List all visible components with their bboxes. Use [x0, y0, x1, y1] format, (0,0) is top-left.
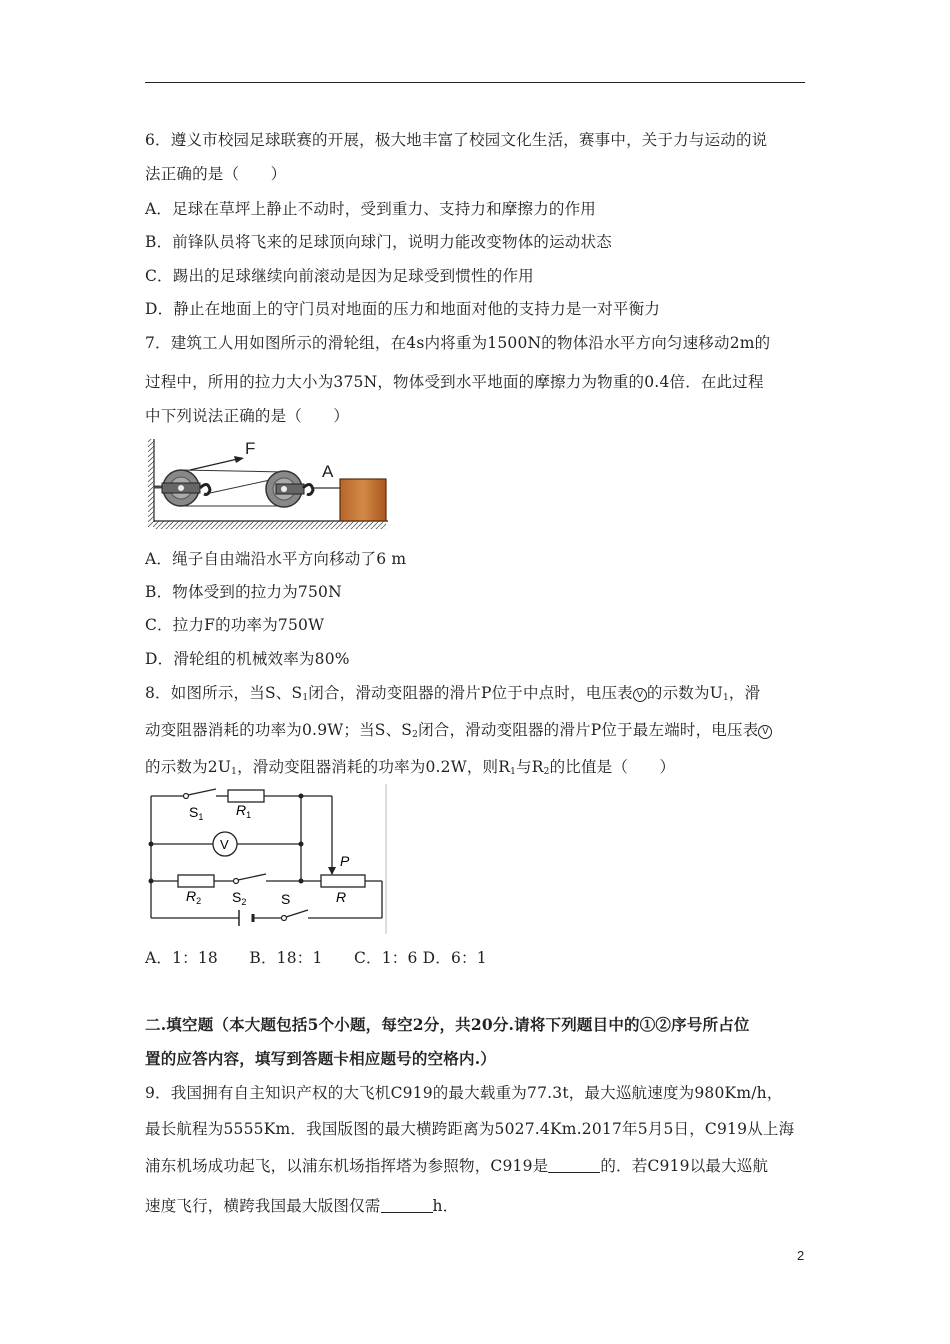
answer-blank-1[interactable] [548, 1158, 600, 1173]
q9-line3: 浦东机场成功起飞，以浦东机场指挥塔为参照物，C919是 的．若C919以最大巡航 [145, 1157, 769, 1175]
label-v: V [220, 837, 229, 852]
label-s1: $S_1$ [189, 804, 204, 822]
switch-s1 [184, 789, 217, 799]
q8-stem-line2: 动变阻器消耗的功率为0.9W；当S、$S_2$闭合，滑动变阻器的滑片P位于最左端时，电压表 V [145, 718, 772, 740]
label-force: F [245, 439, 256, 458]
q7-option-c: C．拉力F的功率为750W [145, 616, 325, 634]
q6-option-b: B．前锋队员将飞来的足球顶向球门，说明力能改变物体的运动状态 [145, 233, 612, 251]
section2-heading-line1: 二.填空题（本大题包括5个小题，每空2分，共20分.请将下列题目中的①②序号所占位 [145, 1015, 750, 1034]
force-arrow [190, 456, 244, 470]
q6-option-d: D．静止在地面上的守门员对地面的压力和地面对他的支持力是一对平衡力 [145, 300, 661, 318]
answer-blank-2[interactable] [381, 1198, 433, 1213]
voltmeter-symbol: V [758, 725, 772, 739]
resistor-r1 [228, 790, 264, 802]
q7-stem-line1: 7．建筑工人用如图所示的滑轮组，在4s内将重为1500N的物体沿水平方向匀速移动2m的 [145, 334, 771, 352]
label-object: A [322, 462, 334, 481]
section2-heading-line2: 置的应答内容，填写到答题卡相应题号的空格内.） [145, 1049, 496, 1068]
q7-option-d: D．滑轮组的机械效率为80% [145, 650, 350, 668]
q6-option-a: A．足球在草坪上静止不动时，受到重力、支持力和摩擦力的作用 [145, 200, 596, 218]
q9-line2: 最长航程为5555Km．我国版图的最大横跨距离为5027.4Km.2017年5月5日，C919从上海 [145, 1120, 795, 1138]
q8-stem-line3: 的示数为$2U_1$，滑动变阻器消耗的功率为0.2W，则$R_1$与$R_2$的比值是（ ） [145, 758, 676, 777]
slider-p [328, 859, 336, 875]
label-s: S [281, 891, 291, 907]
switch-s [282, 910, 309, 921]
resistor-r2 [178, 875, 214, 887]
q7-stem-line2: 过程中，所用的拉力大小为375N，物体受到水平地面的摩擦力为物重的0.4倍．在此过程 [145, 373, 764, 391]
q7-stem-line3: 中下列说法正确的是（ ） [145, 407, 350, 425]
pulley-figure [148, 437, 390, 532]
q7-option-b: B．物体受到的拉力为750N [145, 583, 342, 601]
label-s2: $S_2$ [232, 889, 247, 907]
circuit-diagram [146, 784, 391, 936]
fixed-pulley [162, 470, 200, 506]
q9-line4: 速度飞行，横跨我国最大版图仅需 h． [145, 1197, 459, 1215]
rheostat-r [321, 875, 365, 887]
q6-stem-line1: 6．遵义市校园足球联赛的开展，极大地丰富了校园文化生活，赛事中，关于力与运动的说 [145, 131, 768, 149]
page-number: 2 [797, 1248, 805, 1263]
battery [239, 910, 253, 926]
voltmeter-symbol: V [633, 688, 647, 702]
q6-stem-line2: 法正确的是（ ） [145, 165, 287, 183]
switch-s2 [234, 874, 267, 884]
block-a [340, 479, 386, 521]
label-r1: $R_1$ [236, 802, 252, 820]
movable-pulley [266, 471, 304, 507]
header-rule [145, 82, 805, 83]
q9-line1: 9．我国拥有自主知识产权的大飞机C919的最大载重为77.3t，最大巡航速度为980Km/h， [145, 1084, 783, 1102]
hook-1 [200, 484, 210, 494]
label-r2: $R_2$ [186, 888, 202, 906]
q8-stem-line1: 8．如图所示，当S、$S_1$闭合，滑动变阻器的滑片P位于中点时，电压表 V 的示数为$U_1$，滑 [145, 684, 761, 703]
q6-option-c: C．踢出的足球继续向前滚动是因为足球受到惯性的作用 [145, 267, 534, 285]
ground [154, 521, 388, 529]
rope [181, 470, 340, 506]
q8-options: A．1：18 B．18：1 C．1：6 D．6：1 [145, 949, 487, 967]
label-r: R [336, 889, 347, 905]
wall [148, 439, 154, 527]
q7-option-a: A．绳子自由端沿水平方向移动了6 m [145, 550, 407, 568]
label-p: P [340, 853, 350, 869]
